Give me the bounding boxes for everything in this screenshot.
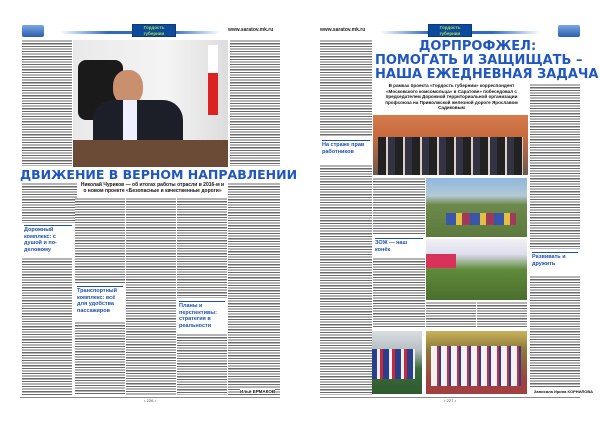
body-text [22,183,77,223]
magazine-logo [22,25,44,37]
body-text [320,40,372,137]
headline: ДВИЖЕНИЕ В ВЕРНОМ НАПРАВЛЕНИИ [20,167,298,182]
body-text [530,84,580,249]
body-text [320,165,372,395]
subhead: На страже прав работников [322,140,370,155]
body-text [373,258,425,327]
headline-line: ПОМОГАТЬ И ЗАЩИЩАТЬ – [375,53,583,68]
lead-text: Николай Чуриков — об итогах работы отрасли в 2016-м и о новом проекте «Безопасные и качественные дороги» [80,182,225,194]
header-logo: Гордость губернии [132,24,176,37]
team-photo [426,331,527,394]
group-photo [373,115,528,175]
subhead: Дорожный комплекс: с душой и по-деловому [24,225,72,253]
body-text [426,302,476,328]
festival-photo [426,239,527,300]
subhead: Транспортный комплекс: всё для удобства пассажиров [77,286,123,314]
subhead: ЗОЖ — наш конёк [375,238,423,253]
body-text [177,334,227,395]
headline-line: НАША ЕЖЕДНЕВНАЯ ЗАДАЧА [375,67,599,82]
page-number: • 226 • [20,397,280,403]
headline-line: ДОРПРОФЖЕЛ: [418,39,537,54]
site-url: www.saratov.mk.ru [228,27,274,33]
subhead: Развивать и дружить [532,252,578,267]
lead-text: В рамках проекта «Гордость губернии» корреспондент «Московского комсомольца» в Саратове» побеседовал с председателем Дорожной территориальной организации профсоюза на Приволжской железной дороге Ярославом Садиковым [375,83,528,111]
header-logo: Гордость губернии [428,24,472,37]
portrait-photo [73,40,228,167]
signature: Илья ЕРМАКОВ [240,389,276,394]
subhead: Планы и перспективы: стратегия в реальности [179,301,225,329]
magazine-logo [558,25,580,37]
body-text [22,40,72,166]
site-url: www.saratov.mk.ru [320,27,366,33]
body-text [228,183,280,395]
body-text [530,276,580,387]
body-text [477,302,527,328]
body-text [230,40,280,166]
tents-photo [426,178,527,237]
page-number: • 227 • [320,397,580,403]
body-text [75,198,125,283]
body-text [373,178,425,234]
body-text [75,322,125,395]
signature: Записала Ирина КОРНИЛОВА [534,389,593,394]
body-text [177,198,227,298]
body-text [126,198,176,395]
body-text [22,258,72,395]
